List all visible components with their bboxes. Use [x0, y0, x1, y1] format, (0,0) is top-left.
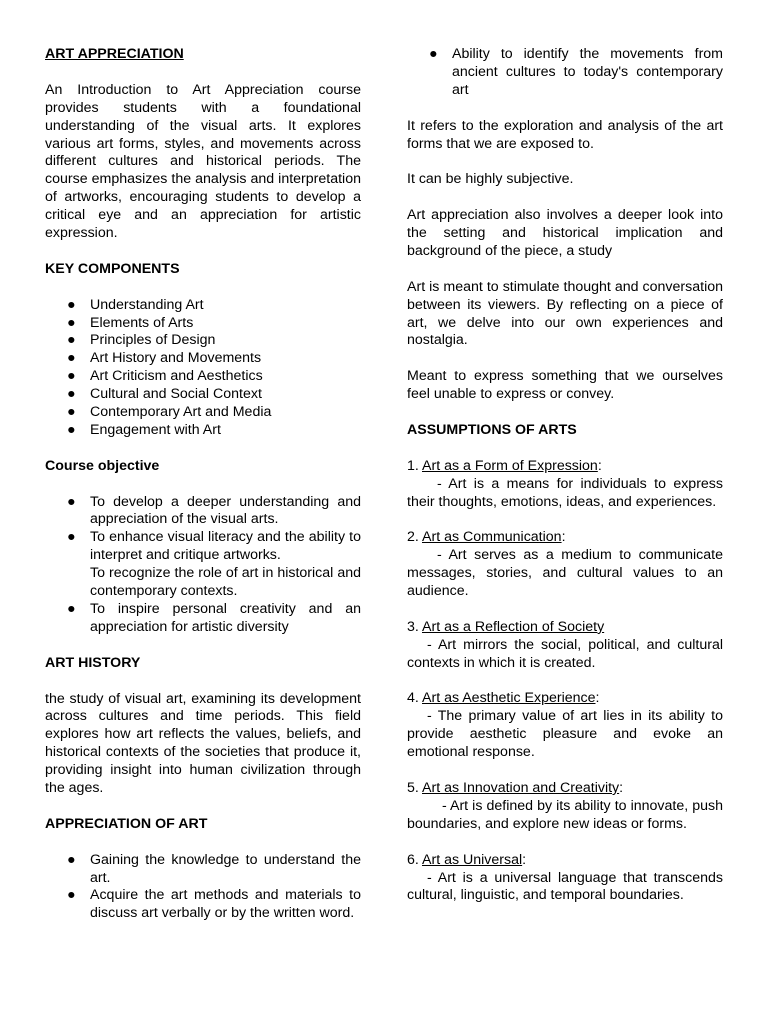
list-item: ● Understanding Art	[67, 296, 204, 313]
assumption-item	[407, 852, 723, 906]
appreciation-list-continued	[407, 46, 723, 100]
list-item: ● Elements of Arts	[67, 314, 194, 331]
list-item: ● Engagement with Art	[67, 421, 221, 438]
assumption-description: - Art is defined by its ability to innovate, push boundaries, and explore new ideas or forms.	[407, 797, 723, 832]
list-item: ● Ability to identify the movements from ancient cultures to today's contemporary art	[429, 46, 723, 98]
list-item-continuation: To recognize the role of art in historical and contemporary contexts.	[90, 565, 361, 600]
assumption-item	[407, 619, 723, 673]
paragraph: Meant to express something that we ourselves feel unable to express or convey.	[407, 368, 723, 403]
paragraph: Art appreciation also involves a deeper look into the setting and historical implication and background of the piece, a study	[407, 207, 723, 259]
appreciation-heading: APPRECIATION OF ART	[45, 815, 208, 832]
bullet-icon: ●	[67, 601, 76, 618]
objectives-list	[45, 494, 361, 637]
list-item: ● To inspire personal creativity and an appreciation for artistic diversity	[67, 601, 361, 635]
assumption-title: 2. Art as Communication:	[407, 529, 566, 546]
art-history-paragraph: the study of visual art, examining its development across cultures and time periods. This field explores how art reflects the values, beliefs, and historical contexts of the societies that produce it, providing insight into human civilization through the ages.	[45, 690, 361, 797]
assumptions-heading: ASSUMPTIONS OF ARTS	[407, 421, 577, 438]
paragraph: Art is meant to stimulate thought and conversation between its viewers. By reflecting on a piece of art, we delve into our own experiences and nostalgia.	[407, 278, 723, 349]
intro-paragraph: An Introduction to Art Appreciation course provides students with a foundational understanding of the visual arts. It explores various art forms, styles, and movements across different cultures and historical periods. The course emphasizes the analysis and interpretation of artworks, encouraging students to develop a critical eye and an appreciation for artistic expression.	[45, 81, 361, 242]
list-item: ● To develop a deeper understanding and appreciation of the visual arts.	[67, 493, 361, 528]
right-column	[407, 46, 723, 905]
bullet-icon: ●	[67, 332, 76, 349]
assumption-title: 3. Art as a Reflection of Society	[407, 618, 605, 635]
left-column	[45, 46, 361, 923]
assumption-title: 1. Art as a Form of Expression:	[407, 457, 602, 474]
bullet-icon: ●	[67, 368, 76, 385]
course-objective-heading: Course objective	[45, 457, 160, 474]
bullet-icon: ●	[67, 314, 76, 331]
page-title: ART APPRECIATION	[45, 46, 184, 62]
bullet-icon: ●	[67, 851, 76, 868]
list-item: ● Cultural and Social Context	[67, 386, 262, 403]
assumption-description: - Art is a universal language that transcends cultural, linguistic, and temporal boundaries.	[407, 869, 723, 904]
assumption-title: 4. Art as Aesthetic Experience:	[407, 690, 600, 707]
assumption-title: 6. Art as Universal:	[407, 851, 527, 868]
assumption-item	[407, 529, 723, 601]
bullet-icon: ●	[67, 529, 76, 546]
assumption-title: 5. Art as Innovation and Creativity:	[407, 779, 624, 796]
paragraph: It can be highly subjective.	[407, 171, 574, 188]
assumption-description: - The primary value of art lies in its ability to provide aesthetic pleasure and evoke an emotional response.	[407, 708, 723, 761]
list-item: ● Gaining the knowledge to understand the art.	[67, 851, 361, 886]
paragraph: It refers to the exploration and analysis of the art forms that we are exposed to.	[407, 117, 723, 152]
bullet-icon: ●	[67, 296, 76, 313]
bullet-icon: ●	[67, 386, 76, 403]
appreciation-list	[45, 852, 361, 924]
assumption-description: - Art is a means for individuals to express their thoughts, emotions, ideas, and experiences.	[407, 475, 723, 510]
assumption-item	[407, 458, 723, 512]
bullet-icon: ●	[429, 46, 438, 62]
art-history-heading: ART HISTORY	[45, 654, 141, 671]
list-item: ● Principles of Design	[67, 332, 216, 349]
bullet-icon: ●	[67, 404, 76, 421]
assumption-description: - Art serves as a medium to communicate messages, stories, and cultural values to an audience.	[407, 547, 723, 600]
assumption-item	[407, 690, 723, 762]
key-components-list	[45, 297, 361, 440]
assumption-item	[407, 780, 723, 834]
list-item: ● Art History and Movements	[67, 350, 262, 367]
list-item: ● To enhance visual literacy and the ability to interpret and critique artworks.	[67, 529, 361, 564]
bullet-icon: ●	[67, 493, 76, 510]
bullet-icon: ●	[67, 421, 76, 438]
list-item: ● Acquire the art methods and materials to discuss art verbally or by the written word.	[67, 887, 361, 922]
assumption-description: - Art mirrors the social, political, and cultural contexts in which it is created.	[407, 636, 723, 671]
bullet-icon: ●	[67, 350, 76, 367]
key-components-heading: KEY COMPONENTS	[45, 260, 180, 277]
list-item: ● Contemporary Art and Media	[67, 404, 272, 421]
bullet-icon: ●	[67, 887, 76, 904]
list-item: ● Art Criticism and Aesthetics	[67, 368, 263, 385]
